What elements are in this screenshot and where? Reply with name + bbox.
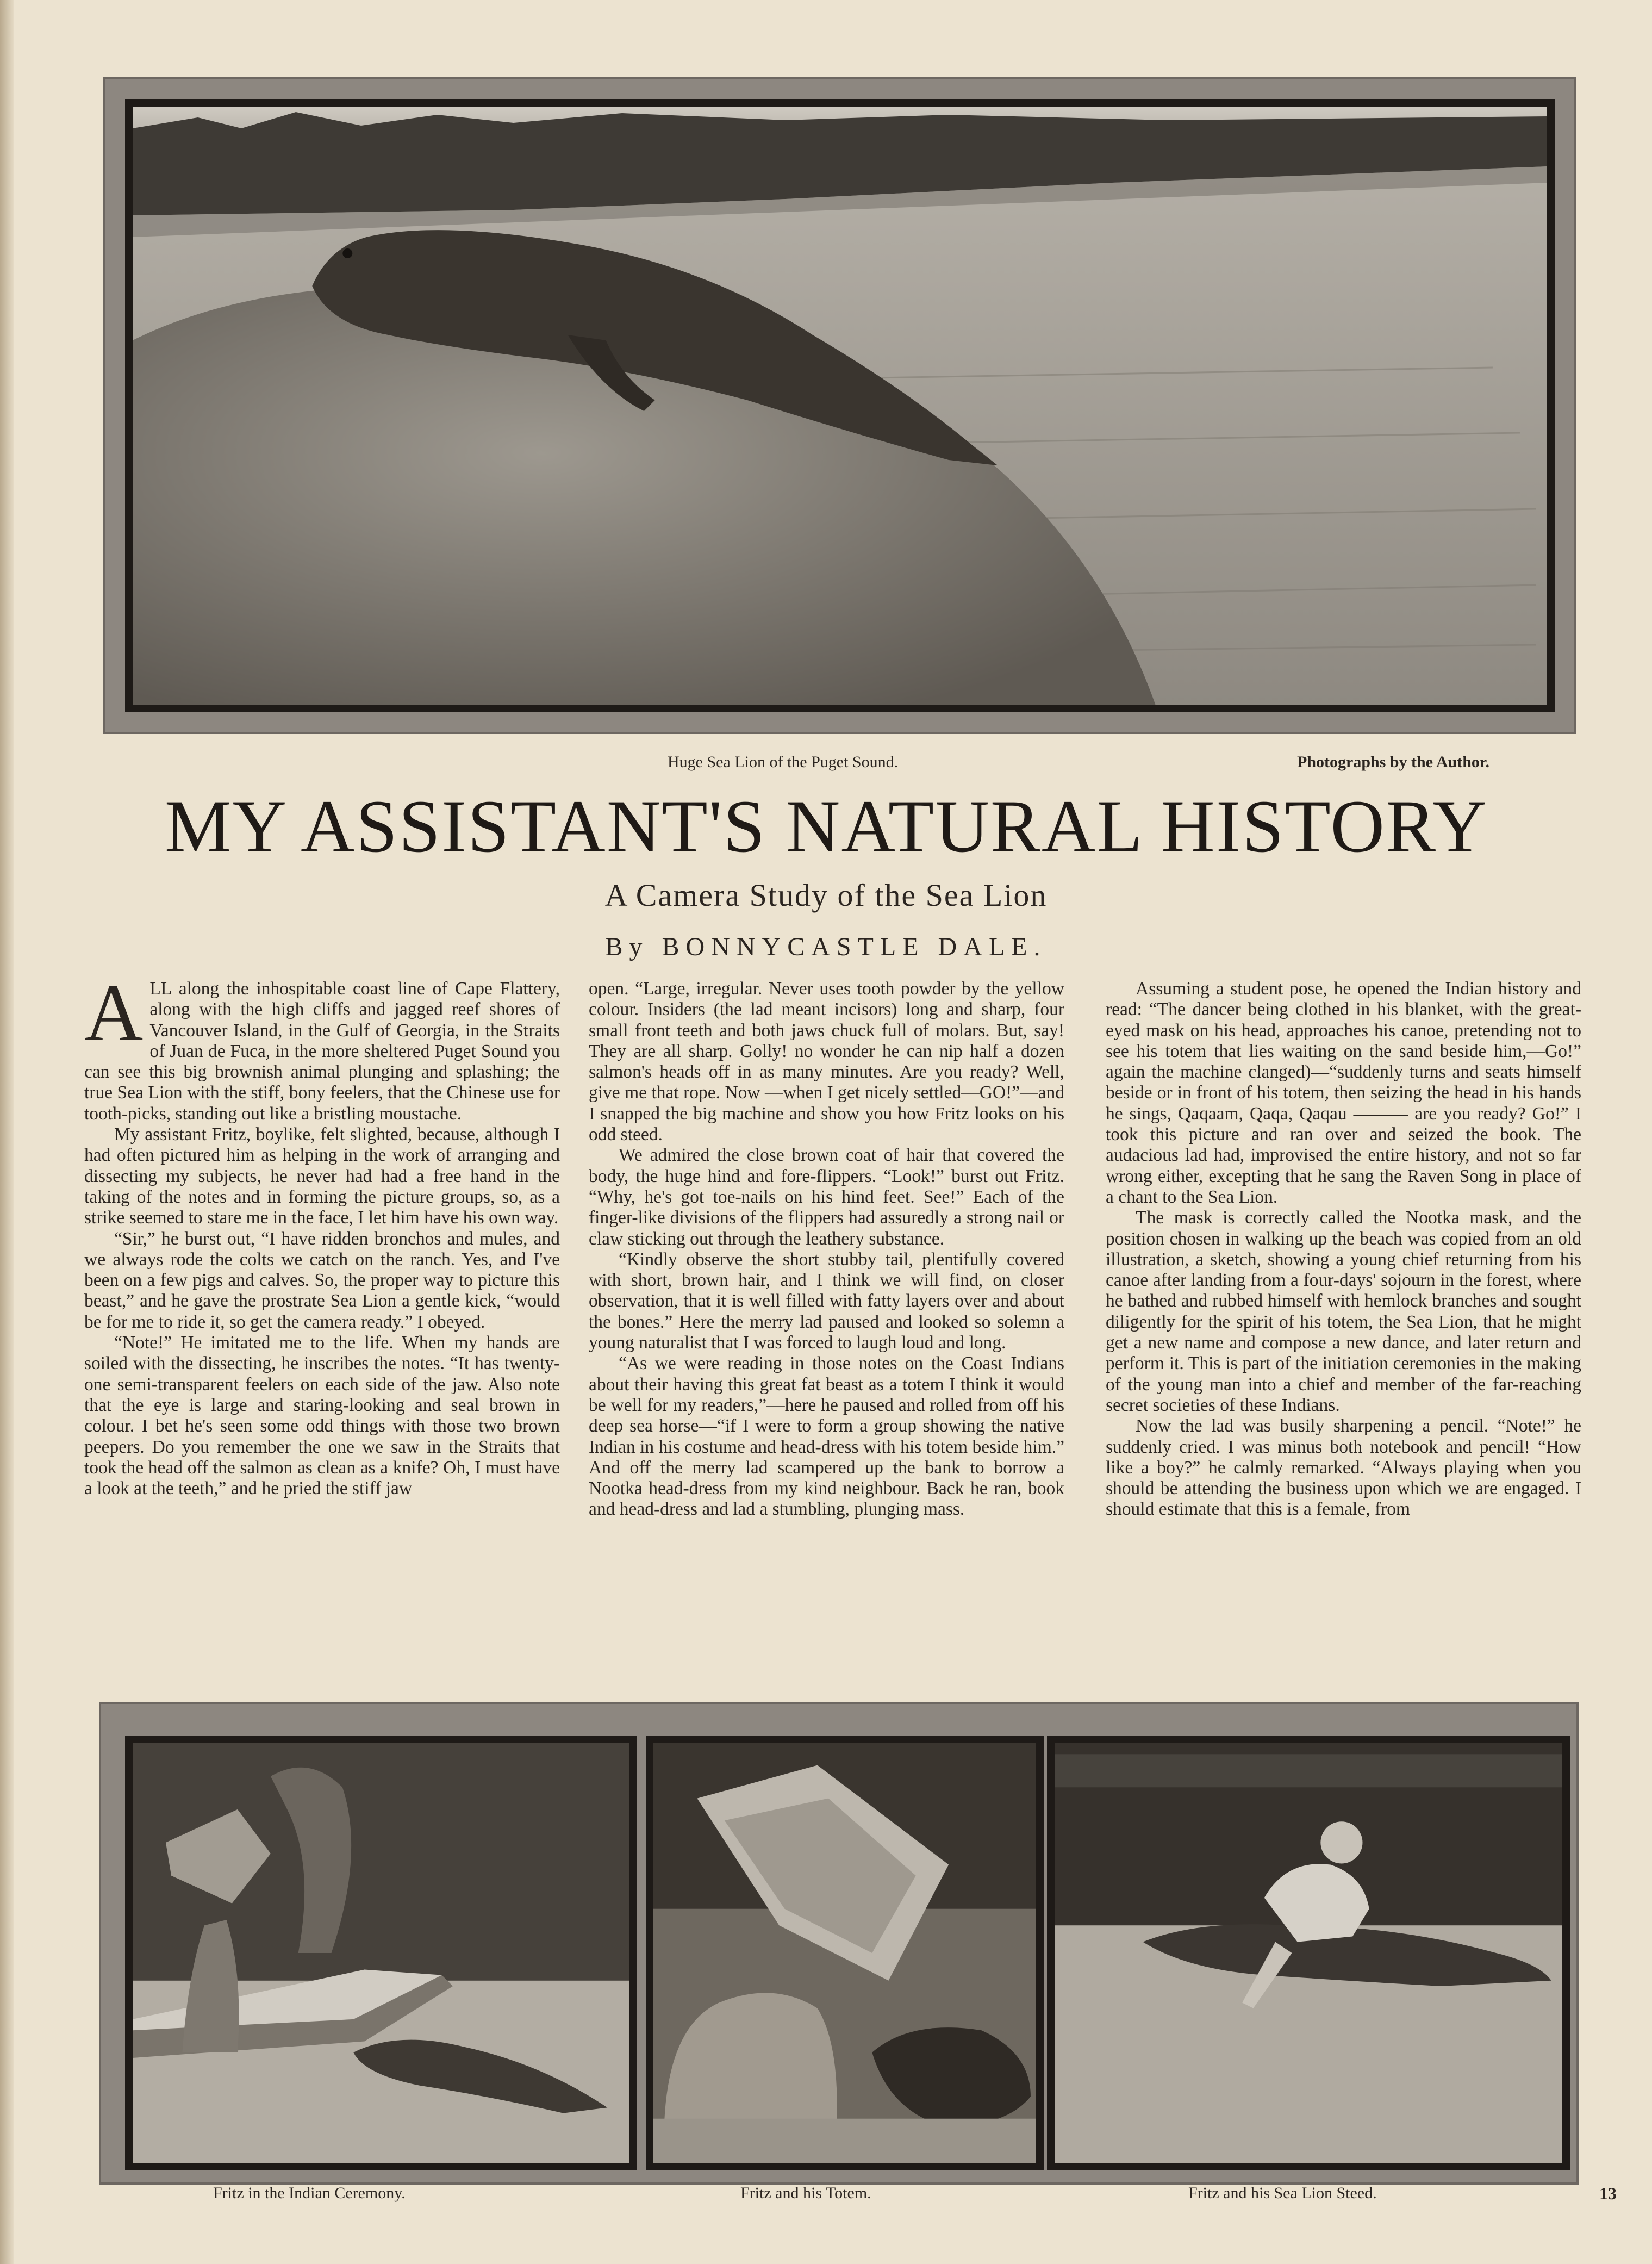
article-title: MY ASSISTANT'S NATURAL HISTORY xyxy=(164,785,1488,868)
bottom-caption-3: Fritz and his Sea Lion Steed. xyxy=(1188,2184,1377,2202)
article-column-2 xyxy=(589,979,1064,1680)
paragraph: “Note!” He imitated me to the life. When my hands are soiled with the dissecting, he inscribes the notes. “It has twenty-one semi-transparent feelers on each side of the jaw. Also note that the eye is large and staring-looking and seal brown in colour. I bet he's seen some odd things with those two brown peepers. Do you remember the one we saw in the Straits that took the head off the salmon as clean as a knife? Oh, I must have a look at the teeth,” and he pried the stiff jaw xyxy=(84,1333,560,1499)
bottom-photo-1-frame xyxy=(125,1736,637,2170)
bottom-caption-1: Fritz in the Indian Ceremony. xyxy=(213,2184,406,2202)
drop-cap: A xyxy=(84,979,144,1058)
article-column-3 xyxy=(1106,979,1581,1680)
paragraph: The mask is correctly called the Nootka mask, and the position chosen in walking up the beach was copied from an old illustration, a sketch, showing a young chief returning from his canoe after landing from a four-days' sojourn in the forest, where he bathed and rubbed himself with hemlock branches and sought diligently for the spirit of his totem, the Sea Lion, that he might get a new name and compose a new dance, and later return and perform it. This is part of the initiation ceremonies in the making of the young man into a chief and member of the far-reaching secret societies of these Indians. xyxy=(1106,1208,1581,1415)
indian-ceremony-photo xyxy=(133,1743,629,2163)
top-photo-caption: Huge Sea Lion of the Puget Sound. xyxy=(668,753,899,771)
paragraph: My assistant Fritz, boylike, felt slighted, because, although I had often pictured him as helping in the work of arranging and dissecting my subjects, he never had had a free hand in the taking of the notes and in forming the picture groups, so, as a strike seemed to stare me in the face, I let him have his own way. xyxy=(84,1124,560,1228)
paragraph: Now the lad was busily sharpening a pencil. “Note!” he suddenly cried. I was minus both notebook and pencil! “How like a boy?” he calmly remarked. “Always playing when you should be attending the business upon which we are engaged. I should estimate that this is a female, from xyxy=(1106,1416,1581,1520)
bottom-caption-2: Fritz and his Totem. xyxy=(740,2184,871,2202)
top-photo-frame xyxy=(103,77,1576,734)
article-subtitle: A Camera Study of the Sea Lion xyxy=(604,878,1048,913)
paragraph: “Kindly observe the short stubby tail, plentifully covered with short, brown hair, and I think we will find, on closer observation, that it is well filled with fatty layers over and about the bones.” Here the merry lad paused and looked so solemn a young naturalist that I was forced to laugh loud and long. xyxy=(589,1249,1064,1353)
photo-credit: Photographs by the Author. xyxy=(1297,753,1489,771)
paragraph: We admired the close brown coat of hair that covered the body, the huge hind and fore-flippers. “Look!” burst out Fritz. “Why, he's got toe-nails on his hind feet. See!” Each of the finger-like divisions of the flippers had assuredly a strong nail or claw sticking out through the leathery substance. xyxy=(589,1145,1064,1249)
paragraph: “As we were reading in those notes on the Coast Indians about their having this great fat beast as a totem I think it would be well for my readers,”—here he paused and rolled from off his deep sea horse—“if I were to form a group showing the native Indian in his costume and head-dress with his totem beside him.” And off the merry lad scampered up the bank to borrow a Nootka head-dress from my kind neighbour. Back he ran, book and head-dress and lad a stumbling, plunging mass. xyxy=(589,1353,1064,1520)
fritz-and-totem-photo xyxy=(653,1743,1036,2163)
article-byline: By BONNYCASTLE DALE. xyxy=(605,932,1047,961)
bottom-photo-3-frame xyxy=(1047,1736,1570,2170)
sea-lion-on-rock-photo xyxy=(133,107,1547,705)
paragraph: Assuming a student pose, he opened the Indian history and read: “The dancer being clothed in his blanket, with the great-eyed mask on his head, approaches his canoe, pretending not to see his totem that lies waiting on the sand beside him,—Go!” again the machine clanged)—“suddenly turns and seats himself beside or in front of his totem, then seizing the head in his hands he sings, Qaqaam, Qaqa, Qaqau ——— are you ready? Go!” I took this picture and ran over and seized the book. The audacious lad had, improvised the entire history, and not so far wrong either, excepting that he sang the Raven Song in place of a chant to the Sea Lion. xyxy=(1106,979,1581,1207)
sea-lion-steed-photo xyxy=(1055,1743,1562,2163)
bottom-photo-2-frame xyxy=(646,1736,1044,2170)
paragraph: ALL along the inhospitable coast line of Cape Flattery, along with the high cliffs and jagged reef shores of Vancouver Island, in the Gulf of Georgia, in the Straits of Juan de Fuca, in the more sheltered Puget Sound you can see this big brownish animal plunging and splashing; the true Sea Lion with the stiff, bony feelers, that the Chinese use for tooth-picks, standing out like a bristling moustache. xyxy=(84,979,560,1124)
article-column-1 xyxy=(84,979,560,1680)
paragraph: “Sir,” he burst out, “I have ridden bronchos and mules, and we always rode the colts we catch on the ranch. Yes, and I've been on a few pigs and calves. So, the proper way to picture this beast,” and he gave the prostrate Sea Lion a gentle kick, “would be for me to ride it, so get the camera ready.” I obeyed. xyxy=(84,1228,560,1332)
page-number: 13 xyxy=(1599,2184,1617,2203)
page-edge xyxy=(0,0,14,2264)
paragraph: open. “Large, irregular. Never uses tooth powder by the yellow colour. Insiders (the lad meant incisors) long and sharp, four small front teeth and both jaws chuck full of molars. But, say! They are all sharp. Golly! no wonder he can nip half a dozen salmon's heads off in as many minutes. Are you ready? Well, give me that rope. Now —when I get nicely settled—GO!”—and I snapped the big machine and show you how Fritz looks on his odd steed. xyxy=(589,979,1064,1145)
